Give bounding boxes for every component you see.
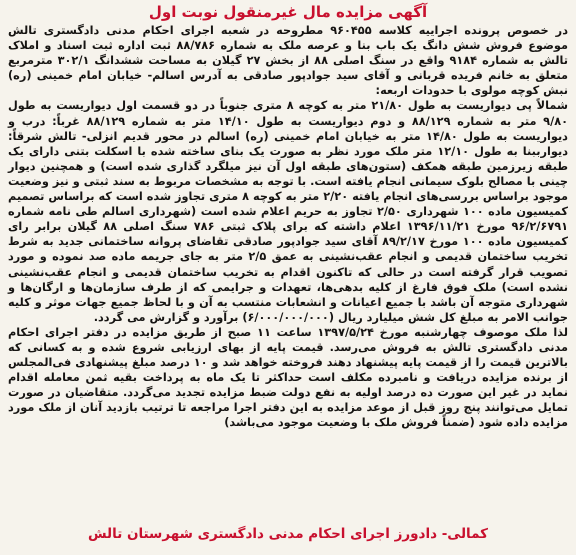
notice-body <box>8 23 568 431</box>
notice-intro: در خصوص پرونده اجراییه کلاسه ۹۶۰۴۵۵ مطروحه در شعبه اجرای احکام مدنی دادگستری تالش موضوع فروش شش دانگ یک باب بنا و عرصه ملک به شماره ۸۸/۷۸۶ ثبت اداره ثبت اسناد و املاک تالش به شماره ۹۱۸۴ واقع در سنگ اصلی ۸۸ از بخش ۲۷ گیلان به مساحت ششدانگ ۳۰۲/۱ مترمربع متعلق به خانم فریده قربانی و آقای سید جوادپور صادقی به آدرس اسالم- خیابان امام خمینی (ره) نبش کوچه مولوی با حدودات اربعه: <box>8 24 569 98</box>
notice-boundaries: شمالاً پی دیواریست به طول ۲۱/۸۰ متر به کوچه ۸ متری جنوباً در دو قسمت اول دیواریست به طول ۹/۸۰ متر به شماره ۸۸/۱۲۹ و دوم دیواریست به طول ۱۴/۱۰ متر به شماره ۸۸/۱۲۹ غرباً: درب و دیواریست به طول ۱۴/۸۰ متر به خیابان امام خمینی (ره) اسالم در محور قدیم انزلی- تالش شرقاً: دیوارببنا به طول ۱۲/۱۰ متر ملک مورد نظر به صورت یک بنای ساخته شده با اسکلت بتنی دارای یک طبقه زیرزمین طبقه همکف (ستون‌های طبقه اول آن نیز میلگرد گذاری شده است) و همچنین دیوار چینی با مصالح بلوک سیمانی انجام یافته است. با توجه به مشخصات مربوط به سند ثبتی و نیز وضعیت موجود براساس بررسی‌های انجام یافته ۲/۲۰ متر به کوچه ۸ متری تجاوز شده است که براساس تصمیم کمیسیون ماده ۱۰۰ شهرداری ۲/۵۰ تجاوز به حریم اعلام شده است (شهرداری اسالم طی نامه شماره ۹۶/۲/۶۷۹۱ مورخ ۱۳۹۶/۱۱/۲۱ اعلام داشته که برای پلاک ثبتی ۷۸۶ سنگ اصلی ۸۸ گیلان برابر رای کمیسیون ماده ۱۰۰ مورخ ۸۹/۲/۱۷ آقای سید جوادپور صادقی تقاضای پروانه ساختمانی جدید به شرط تخریب ساختمان قدیمی و انجام عقب‌نشینی به عمق ۲/۵ متر به جای جریمه ماده صد نموده و مورد تصویب قرار گرفته است در حالی که تاکنون اقدام به تخریب ساختمان قدیمی و انجام عقب‌نشینی نشده است) ملک فوق فارغ از کلیه بدهی‌ها، تعهدات و جرایمی که از طرف سازمان‌ها و ارگان‌ها و شهرداری متوجه آن باشد با جمیع اعیانات و انشعابات منتسب به آن و با لحاظ جمیع جهات موثر و کلیه جوانب الامر به مبلغ کل شش میلیارد ریال (۶/۰۰۰/۰۰۰/۰۰۰) برآورد و گزارش می گردد. <box>8 99 569 324</box>
notice-title: آگهی مزایده مال غیرمنقول نوبت اول <box>148 3 428 21</box>
notice-auction-terms: لذا ملک موصوف چهارشنبه مورخ ۱۳۹۷/۵/۲۴ ساعت ۱۱ صبح از طریق مزایده در دفتر اجرای احکام مدنی دادگستری تالش به فروش می‌رسد. قیمت پایه از بهای ارزیابی شروع شده و به کسانی که بالاترین قیمت را از قیمت پایه پیشنهاد دهند فروخته خواهد شد و ۱۰ درصد مبلغ پیشنهادی فی‌المجلس از برنده مزایده دریافت و نامبرده مکلف است حداکثر تا یک ماه به پرداخت بقیه ثمن معامله اقدام نماید در غیر این صورت ده درصد اولیه به نفع دولت ضبط مزایده تجدید می‌گردد. متقاضیان در صورت تمایل می‌توانند پنج روز قبل از موعد مزایده به این دفتر اجرا مراجعه تا ترتیب بازدید آنان از ملک مورد مزایده داده شود (ضمناً فروش ملک با وضعیت موجود می‌باشد) <box>8 325 568 430</box>
notice-signature: کمالی- دادورز اجرای احکام مدنی دادگستری شهرستان تالش <box>87 526 489 542</box>
